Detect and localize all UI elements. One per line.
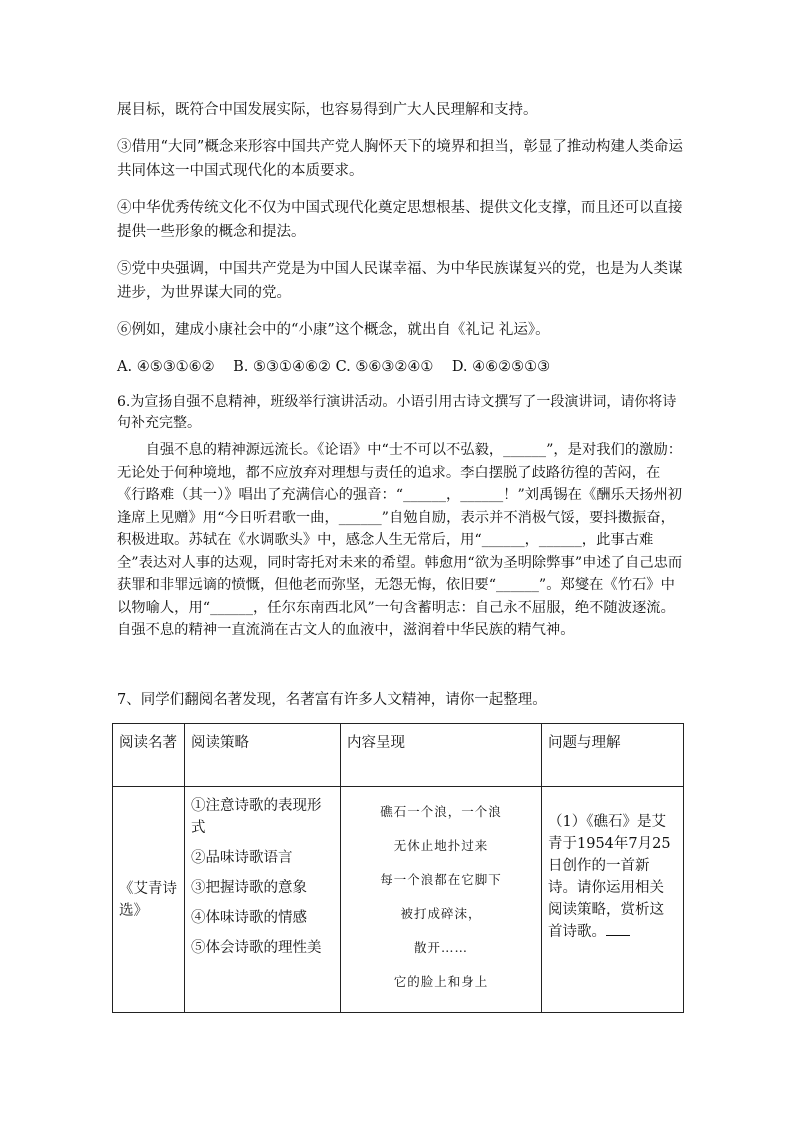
sentence-5: ⑤党中央强调，中国共产党是为中国人民谋幸福、为中华民族谋复兴的党，也是为人类谋进步，为世界谋大同的党。 [117,261,683,301]
header-book: 阅读名著 [119,735,177,751]
question-7-stem: 7、同学们翻阅名著发现，名著富有许多人文精神，请你一起整理。 [117,692,547,708]
header-content: 内容呈现 [347,735,405,751]
strategy-item: ①注意诗歌的表现形式 [191,798,322,836]
table-row [113,787,684,1013]
poem-line: 散开…… [413,940,468,955]
reading-table [112,723,684,1013]
sentence-3: ③借用“大同”概念来形容中国共产党人胸怀天下的境界和担当，彰显了推动构建人类命运共同体这一中国式现代化的本质要求。 [117,139,683,179]
poem-line: 被打成碎沫， [400,906,482,921]
paragraph-line: 展目标，既符合中国发展实际，也容易得到广大人民理解和支持。 [117,102,538,118]
poem-excerpt [341,787,541,1007]
poem-line: 礁石一个浪，一个浪 [380,804,502,819]
question-6-passage: 自强不息的精神源远流长。《论语》中“士不可以不弘毅，______”，是对我们的激励：无论处于何种境地，都不应放弃对理想与责任的追求。李白摆脱了歧路彷徨的苦闷，在《行路难（其一）》唱出了充满信心的强音：“______，______！”刘禹锡在《酬乐天扬州初逢席上见赠》用“今日听君歌一曲，______”自勉自励，表示并不消极气馁，要抖擞振奋，积极进取。苏轼在《水调歌头》中，感念人生无常后，用“______，______，此事古难全”表达对人事的达观，同时寄托对未来的希望。韩愈用“欲为圣明除弊事”申述了自己忠而获罪和非罪远谪的愤慨，但他老而弥坚，无怨无悔，依旧要“______”。郑燮在《竹石》中以物喻人，用“______，任尔东南西北风”一句含蓄明志：自己永不屈服，绝不随波逐流。自强不息的精神一直流淌在古文人的血液中，滋润着中华民族的精气神。 [117,442,683,638]
header-question: 问题与理解 [548,735,621,751]
answer-blank[interactable] [606,921,630,936]
question-text: （1）《礁石》是艾青于1954年7月25日创作的一首新诗。请你运用相关阅读策略，赏析这首诗歌。 [548,814,671,940]
question-6-stem: 6.为宣扬自强不息精神，班级举行演讲活动。小语引用古诗文撰写了一段演讲词，请你将诗句补充完整。 [117,394,677,431]
answer-options: A. ④⑤③①⑥② B. ⑤③①④⑥② C. ⑤⑥③②④① D. ④⑥②⑤①③ [117,359,551,375]
poem-line: 它的脸上和身上 [393,974,489,989]
header-strategy: 阅读策略 [191,735,249,751]
sentence-4: ④中华优秀传统文化不仅为中国式现代化奠定思想根基、提供文化支撑，而且还可以直接提供一些形象的概念和提法。 [117,200,683,240]
sentence-6: ⑥例如，建成小康社会中的“小康”这个概念，就出自《礼记 礼运》。 [117,322,550,338]
question-cell [542,787,683,951]
table-header-row [113,724,684,787]
strategy-item: ③把握诗歌的意象 [191,880,307,896]
strategy-list [185,787,340,975]
strategy-item: ②品味诗歌语言 [191,850,293,866]
strategy-item: ④体味诗歌的情感 [191,910,307,926]
strategy-item: ⑤体会诗歌的理性美 [191,940,322,956]
book-title: 《艾青诗选》 [119,880,177,919]
poem-line: 每一个浪都在它脚下 [380,872,502,887]
poem-line: 无休止地扑过来 [393,838,489,853]
